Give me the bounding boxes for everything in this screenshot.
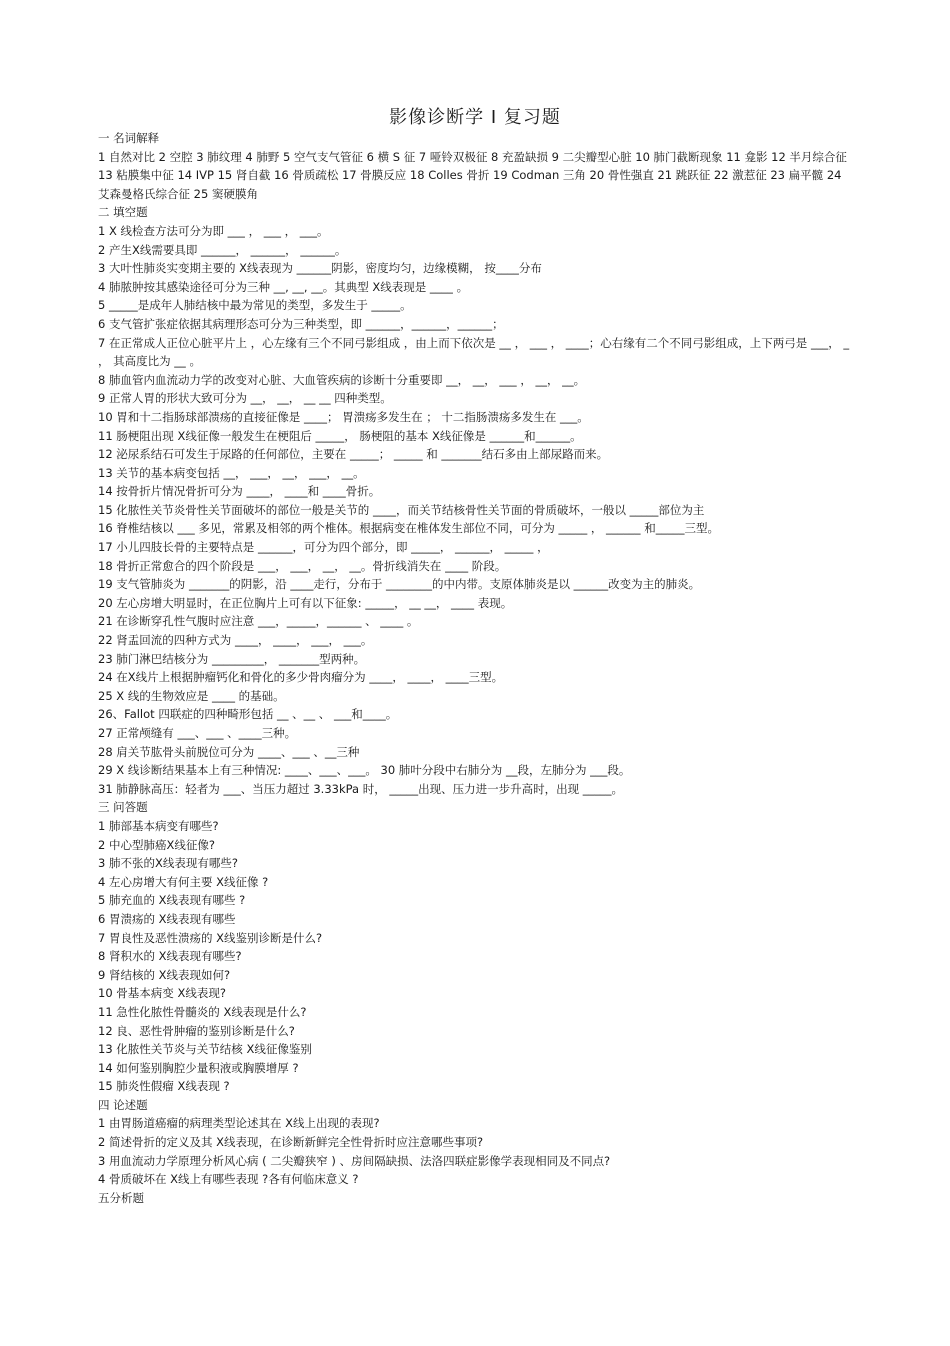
text-line: 1 X 线检查方法可分为即 ___ ， ___ ， ___。	[98, 223, 329, 238]
text-line: 3 大叶性肺炎实变期主要的 X线表现为 ______阴影，密度均匀，边缘模糊， 按____分布	[98, 261, 542, 276]
text-line: 14 如何鉴别胸腔少量积液或胸膜增厚 ?	[98, 1060, 299, 1075]
text-line: 15 肺炎性假瘤 X线表现 ?	[98, 1079, 230, 1094]
text-line: 19 支气管肺炎为 _______的阴影，沿 ____走行，分布于 ________的中内带。支原体肺炎是以 ______改变为主的肺炎。	[98, 577, 701, 592]
text-line: 2 产生X线需要具即 ______， ______， ______。	[98, 242, 347, 257]
text-line: 四 论述题	[98, 1097, 148, 1112]
text-line: 2 简述骨折的定义及其 X线表现，在诊断新鲜完全性骨折时应注意哪些事项?	[98, 1135, 484, 1150]
text-line: 8 肾积水的 X线表现有哪些?	[98, 949, 242, 964]
text-line: 10 胃和十二指肠球部溃疡的直接征像是 ____； 胃溃疡多发生在 ； 十二指肠溃疡多发生在 ___。	[98, 409, 589, 424]
text-line: 15 化脓性关节炎骨性关节面破坏的部位一般是关节的 ____，而关节结核骨性关节面的骨质破坏，一般以 _____部位为主	[98, 502, 705, 517]
text-line: 1 肺部基本病变有哪些?	[98, 818, 219, 833]
text-line: 6 支气管扩张症依据其病理形态可分为三种类型，即 ______，______，______；	[98, 316, 504, 331]
text-line: 11 急性化脓性骨髓炎的 X线表现是什么?	[98, 1004, 307, 1019]
text-line: 8 肺血管内血流动力学的改变对心脏、大血管疾病的诊断十分重要即 __， __， ___ ， __， __。	[98, 372, 586, 387]
text-line: 2 中心型肺癌X线征像?	[98, 837, 215, 852]
text-line: 28 肩关节肱骨头前脱位可分为 ____、___ 、__三种	[98, 744, 360, 759]
text-line: 26、Fallot 四联症的四种畸形包括 __ 、__ 、 ___和____。	[98, 707, 398, 722]
text-line: 17 小儿四肢长骨的主要特点是 ______，可分为四个部分，即 _____， ______， _____ ，	[98, 540, 549, 555]
text-line: 21 在诊断穿孔性气腹时应注意 ___，_____，______ 、 ____ 。	[98, 614, 419, 629]
text-line: 一 名词解释	[98, 131, 160, 145]
text-line: 二 填空题	[98, 205, 148, 220]
text-line: 27 正常颅缝有 ___、___ 、____三种。	[98, 726, 297, 740]
text-line: 12 泌尿系结石可发生于尿路的任何部位，主要在 _____； _____ 和 _______结石多由上部尿路而来。	[98, 447, 609, 462]
text-line: 五分析题	[98, 1190, 144, 1205]
text-line: 16 脊椎结核以 ___ 多见，常累及相邻的两个椎体。根据病变在椎体发生部位不同，可分为 _____ ， ______ 和_____三型。	[98, 521, 719, 536]
text-line: 29 X 线诊断结果基本上有三种情况: ____、___、___。 30 肺叶分段中右肺分为 __段，左肺分为 ___段。	[98, 763, 631, 778]
text-line: 5 _____是成年人肺结核中最为常见的类型，多发生于 _____。	[98, 298, 412, 313]
text-line: 18 骨折正常愈合的四个阶段是 ___， ___， __， __。骨折线消失在 ____ 阶段。	[98, 558, 507, 573]
text-line: 9 正常人胃的形状大致可分为 __， __， __ __ 四种类型。	[98, 391, 392, 406]
text-line: 1 自然对比 2 空腔 3 肺纹理 4 肺野 5 空气支气管征 6 横 S 征 7 哑铃双极征 8 充盈缺损 9 二尖瓣型心脏 10 肺门截断现象 11 龛影 12 半月综合征 13 粘膜集中征 14 IVP 15 肾自截 16 骨质疏松 17 骨膜反应 18 Colles 骨折 19 Codman 三角 20 骨性强直 21 跳跃征 22 激惹征 23 扁平髋 24 艾森曼格氏综合征 25 窦硬膜角	[98, 149, 847, 201]
text-line: 3 用血流动力学原理分析风心病 ( 二尖瓣狭窄 ) 、房间隔缺损、法洛四联症影像学表现相同及不同点?	[98, 1153, 611, 1168]
text-line: 7 在正常成人正位心脏平片上 ，心左缘有三个不同弓影组成 ，由上而下依次是 __ ， ___ ， ____；心右缘有二个不同弓影组成，上下两弓是 ___， _ ， 其高度比为 __ 。	[98, 335, 850, 369]
text-line: 22 肾盂回流的四种方式为 ____， ____， ___， ___。	[98, 633, 373, 648]
text-line: 25 X 线的生物效应是 ____ 的基础。	[98, 688, 285, 703]
text-line: 4 骨质破坏在 X线上有哪些表现 ?各有何临床意义 ?	[98, 1172, 359, 1187]
text-line: 7 胃良性及恶性溃疡的 X线鉴别诊断是什么?	[98, 930, 323, 945]
text-line: 4 左心房增大有何主要 X线征像 ?	[98, 874, 269, 889]
text-line: 10 骨基本病变 X线表现?	[98, 986, 226, 1001]
text-line: 14 按骨折片情况骨折可分为 ____， ____和 ____骨折。	[98, 484, 381, 499]
text-line: 24 在X线片上根据肿瘤钙化和骨化的多少骨肉瘤分为 ____， ____， ____三型。	[98, 670, 504, 685]
document-body	[98, 129, 854, 1207]
text-line: 9 肾结核的 X线表现如何?	[98, 967, 231, 982]
text-line: 23 肺门淋巴结核分为 _________， _______型两种。	[98, 651, 366, 666]
text-line: 5 肺充血的 X线表现有哪些 ?	[98, 893, 246, 908]
text-line: 11 肠梗阻出现 X线征像一般发生在梗阻后 _____， 肠梗阻的基本 X线征像是 ______和______。	[98, 428, 582, 443]
text-line: 1 由胃肠道癌瘤的病理类型论述其在 X线上出现的表现?	[98, 1116, 380, 1131]
text-line: 13 化脓性关节炎与关节结核 X线征像鉴别	[98, 1042, 312, 1057]
text-line: 31 肺静脉高压：轻者为 ___、当压力超过 3.33kPa 时， _____出现、压力进一步升高时，出现 _____。	[98, 781, 624, 796]
text-line: 12 良、恶性骨肿瘤的鉴别诊断是什么?	[98, 1023, 295, 1038]
text-line: 6 胃溃疡的 X线表现有哪些	[98, 911, 236, 926]
text-line: 4 肺脓肿按其感染途径可分为三种 __, __, __。其典型 X线表现是 ____ 。	[98, 279, 469, 294]
text-line: 13 关节的基本病变包括 __， ___， __， ___， __。	[98, 465, 365, 480]
text-line: 20 左心房增大明显时，在正位胸片上可有以下征象: _____， __ __， ____ 表现。	[98, 595, 513, 610]
text-line: 三 问答题	[98, 800, 148, 815]
text-line: 3 肺不张的X线表现有哪些?	[98, 856, 238, 871]
page-title: 影像诊断学 Ⅰ 复习题	[389, 107, 561, 128]
